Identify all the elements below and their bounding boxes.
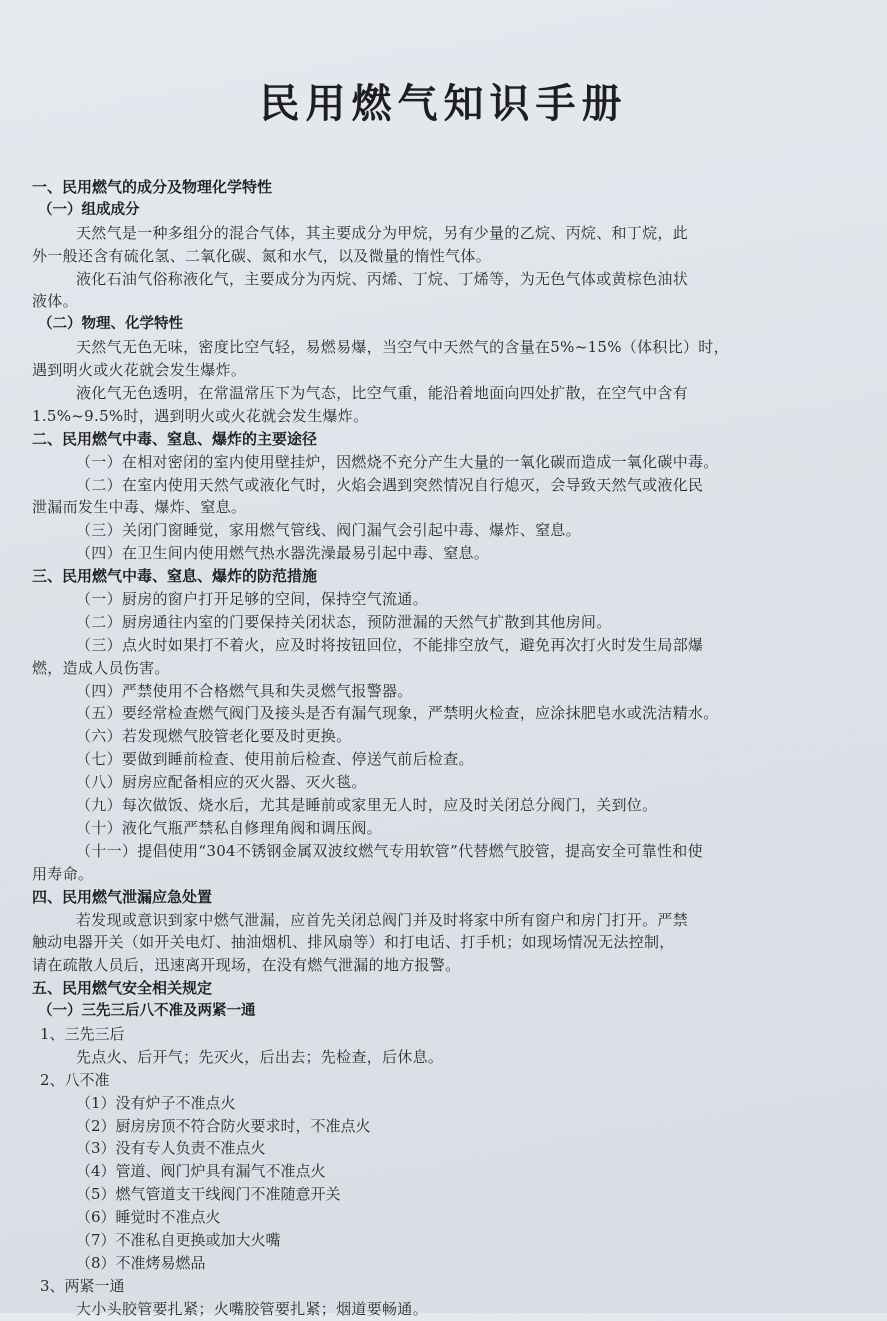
section-heading: 一、民用燃气的成分及物理化学特性 xyxy=(32,178,273,196)
paragraph-line: 大小头胶管要扎紧；火嘴胶管要扎紧；烟道要畅通。 xyxy=(76,1299,428,1318)
list-item-line: （一）在相对密闭的室内使用壁挂炉，因燃烧不充分产生大量的一氧化碳而造成一氧化碳中毒。 xyxy=(76,452,719,471)
list-item-line: （一）厨房的窗户打开足够的空间，保持空气流通。 xyxy=(76,590,428,609)
paragraph-line: 液化气无色透明，在常温常压下为气态，比空气重，能沿着地面向四处扩散，在空气中含有 xyxy=(76,384,689,403)
paragraph-line: 天然气无色无味，密度比空气轻，易燃易爆，当空气中天然气的含量在5%~15%（体积比）时， xyxy=(76,338,729,357)
paragraph-continuation-line: 触动电器开关（如开关电灯、抽油烟机、排风扇等）和打电话、打手机；如现场情况无法控制， xyxy=(32,933,675,952)
list-item-line: （八）厨房应配备相应的灭火器、灭火毯。 xyxy=(76,773,367,792)
list-item-line: （二）厨房通往内室的门要保持关闭状态，预防泄漏的天然气扩散到其他房间。 xyxy=(76,612,612,631)
subsection-heading: （一）组成成分 xyxy=(38,201,140,218)
numbered-heading: 3、两紧一通 xyxy=(40,1276,125,1295)
list-item-line: （三）关闭门窗睡觉，家用燃气管线、阀门漏气会引起中毒、爆炸、窒息。 xyxy=(76,521,581,540)
list-item-line: （十一）提倡使用“304不锈钢金属双波纹燃气专用软管”代替燃气胶管，提高安全可靠性和使 xyxy=(76,841,703,860)
paragraph-continuation-line: 泄漏而发生中毒、爆炸、窒息。 xyxy=(32,498,247,517)
list-item-line: （七）要做到睡前检查、使用前后检查、停送气前后检查。 xyxy=(76,750,474,769)
paragraph-continuation-line: 燃，造成人员伤害。 xyxy=(32,658,170,677)
subsection-heading: （一）三先三后八不准及两紧一通 xyxy=(38,1003,256,1020)
paragraph-line: 先点火、后开气；先灭火，后出去；先检查，后休息。 xyxy=(76,1047,444,1066)
numbered-heading: 2、八不准 xyxy=(40,1070,110,1089)
paragraph-continuation-line: 请在疏散人员后，迅速离开现场，在没有燃气泄漏的地方报警。 xyxy=(32,956,461,975)
list-item-line: （四）严禁使用不合格燃气具和失灵燃气报警器。 xyxy=(76,681,413,700)
sub-list-item-line: （7）不准私自更换或加大火嘴 xyxy=(76,1230,281,1249)
section-heading: 二、民用燃气中毒、窒息、爆炸的主要途径 xyxy=(32,429,318,448)
subsection-heading: （二）物理、化学特性 xyxy=(38,316,183,333)
paragraph-line: 液化石油气俗称液化气，主要成分为丙烷、丙烯、丁烷、丁烯等，为无色气体或黄棕色油状 xyxy=(76,269,689,288)
sub-list-item-line: （5）燃气管道支干线阀门不准随意开关 xyxy=(76,1185,341,1204)
section-heading: 三、民用燃气中毒、窒息、爆炸的防范措施 xyxy=(32,567,318,586)
section-heading: 四、民用燃气泄漏应急处置 xyxy=(32,887,213,906)
paragraph-line: 天然气是一种多组分的混合气体，其主要成分为甲烷，另有少量的乙烷、丙烷、和丁烷，此 xyxy=(76,223,689,242)
list-item-line: （二）在室内使用天然气或液化气时，火焰会遇到突然情况自行熄灭，会导致天然气或液化民 xyxy=(76,475,704,494)
list-item-line: （三）点火时如果打不着火，应及时将按钮回位，不能排空放气，避免再次打火时发生局部爆 xyxy=(76,635,704,654)
paragraph-continuation-line: 液体。 xyxy=(32,292,78,311)
paragraph-continuation-line: 用寿命。 xyxy=(32,864,94,883)
sub-list-item-line: （8）不准烤易燃品 xyxy=(76,1253,206,1272)
list-item-line: （四）在卫生间内使用燃气热水器洗澡最易引起中毒、窒息。 xyxy=(76,544,490,563)
sub-list-item-line: （1）没有炉子不准点火 xyxy=(76,1093,236,1112)
list-item-line: （十）液化气瓶严禁私自修理角阀和调压阀。 xyxy=(76,818,383,837)
paragraph-line: 若发现或意识到家中燃气泄漏，应首先关闭总阀门并及时将家中所有窗户和房门打开。严禁 xyxy=(76,910,689,929)
document-body xyxy=(32,176,862,1321)
paragraph-continuation-line: 遇到明火或火花就会发生爆炸。 xyxy=(32,361,247,380)
paragraph-continuation-line: 外一般还含有硫化氢、二氧化碳、氮和水气，以及微量的惰性气体。 xyxy=(32,246,492,265)
list-item-line: （五）要经常检查燃气阀门及接头是否有漏气现象，严禁明火检查，应涂抹肥皂水或洗洁精水。 xyxy=(76,704,719,723)
sub-list-item-line: （2）厨房房顶不符合防火要求时，不准点火 xyxy=(76,1116,371,1135)
section-heading: 五、民用燃气安全相关规定 xyxy=(32,979,213,998)
sub-list-item-line: （6）睡觉时不准点火 xyxy=(76,1208,221,1227)
list-item-line: （九）每次做饭、烧水后，尤其是睡前或家里无人时，应及时关闭总分阀门，关到位。 xyxy=(76,796,658,815)
sub-list-item-line: （4）管道、阀门炉具有漏气不准点火 xyxy=(76,1162,326,1181)
document-title: 民用燃气知识手册 xyxy=(259,81,628,127)
paragraph-continuation-line: 1.5%~9.5%时，遇到明火或火花就会发生爆炸。 xyxy=(32,406,369,425)
sub-list-item-line: （3）没有专人负责不准点火 xyxy=(76,1139,266,1158)
list-item-line: （六）若发现燃气胶管老化要及时更换。 xyxy=(76,727,352,746)
numbered-heading: 1、三先三后 xyxy=(40,1024,125,1043)
